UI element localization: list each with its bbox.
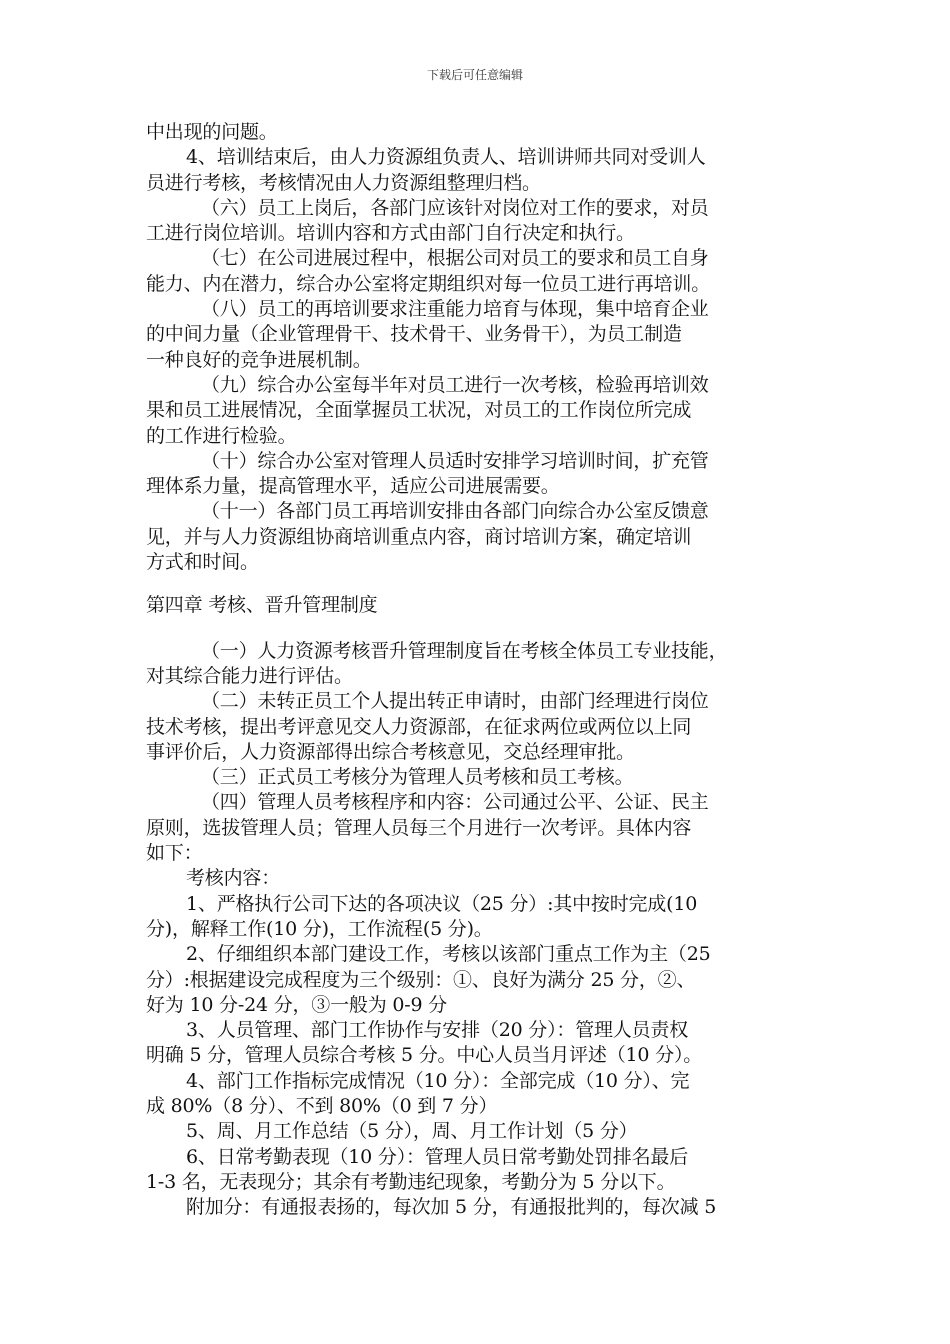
paragraph-line: 事评价后，人力资源部得出综合考核意见，交总经理审批。	[146, 740, 635, 763]
paragraph-line: （一）人力资源考核晋升管理制度旨在考核全体员工专业技能，	[201, 639, 728, 662]
paragraph-line: 工进行岗位培训。培训内容和方式由部门自行决定和执行。	[146, 222, 635, 245]
paragraph-line: （三）正式员工考核分为管理人员考核和员工考核。	[201, 766, 634, 789]
paragraph-line: （九）综合办公室每半年对员工进行一次考核，检验再培训效	[201, 373, 709, 396]
paragraph-line: （十一）各部门员工再培训安排由各部门向综合办公室反馈意	[201, 500, 709, 523]
paragraph-line: 4、部门工作指标完成情况（10 分）：全部完成（10 分）、完	[186, 1069, 690, 1092]
paragraph-line: 1、严格执行公司下达的各项决议（25 分）:其中按时完成(10	[186, 892, 698, 915]
paragraph-line: 见，并与人力资源组协商培训重点内容，商讨培训方案，确定培训	[146, 525, 692, 548]
page-header: 下载后可任意编辑	[426, 68, 523, 82]
paragraph-line: 分)，解释工作(10 分)，工作流程(5 分)。	[146, 917, 493, 940]
paragraph-line: 好为 10 分-24 分，③一般为 0-9 分	[146, 993, 447, 1016]
paragraph-line: 附加分：有通报表扬的，每次加 5 分，有通报批判的，每次减 5	[186, 1196, 717, 1219]
paragraph-line: 技术考核，提出考评意见交人力资源部，在征求两位或两位以上同	[146, 715, 692, 738]
paragraph-line: 5、周、月工作总结（5 分），周、月工作计划（5 分）	[186, 1120, 638, 1143]
paragraph-line: 一种良好的竞争进展机制。	[146, 348, 372, 371]
paragraph-line: 的中间力量（企业管理骨干、技术骨干、业务骨干），为员工制造	[146, 323, 682, 346]
paragraph-line: （二）未转正员工个人提出转正申请时，由部门经理进行岗位	[201, 690, 709, 713]
paragraph-line: （八）员工的再培训要求注重能力培育与体现，集中培育企业	[201, 298, 709, 321]
paragraph-line: 对其综合能力进行评估。	[146, 664, 353, 687]
paragraph-line: 1-3 名，无表现分；其余有考勤违纪现象，考勤分为 5 分以下。	[146, 1170, 676, 1193]
paragraph-line: 理体系力量，提高管理水平，适应公司进展需要。	[146, 475, 560, 498]
paragraph-line: 方式和时间。	[146, 551, 259, 574]
chapter-heading: 第四章 考核、晋升管理制度	[146, 594, 378, 617]
paragraph-line: 的工作进行检验。	[146, 424, 297, 447]
paragraph-line: 中出现的问题。	[146, 121, 278, 143]
paragraph-line: （七）在公司进展过程中，根据公司对员工的要求和员工自身	[201, 247, 709, 270]
paragraph-line: 2、仔细组织本部门建设工作，考核以该部门重点工作为主（25	[186, 943, 711, 966]
paragraph-line: 果和员工进展情况，全面掌握员工状况，对员工的工作岗位所完成	[146, 399, 692, 422]
paragraph-line: 明确 5 分，管理人员综合考核 5 分。中心人员当月评述（10 分）。	[146, 1044, 703, 1067]
paragraph-line: 6、日常考勤表现（10 分）：管理人员日常考勤处罚排名最后	[186, 1145, 689, 1168]
paragraph-line: （十）综合办公室对管理人员适时安排学习培训时间，扩充管	[201, 449, 709, 472]
paragraph-line: 4、培训结束后，由人力资源组负责人、培训讲师共同对受训人	[186, 146, 706, 169]
paragraph-line: 原则，选拔管理人员；管理人员每三个月进行一次考评。具体内容	[146, 816, 692, 839]
document-body	[146, 120, 806, 1220]
paragraph-line: 3、人员管理、部门工作协作与安排（20 分）：管理人员责权	[186, 1019, 689, 1042]
paragraph-line: 员进行考核，考核情况由人力资源组整理归档。	[146, 171, 541, 194]
paragraph-line: 能力、内在潜力，综合办公室将定期组织对每一位员工进行再培训。	[146, 272, 711, 295]
paragraph-line: 考核内容：	[186, 867, 281, 890]
paragraph-line: （六）员工上岗后，各部门应该针对岗位对工作的要求，对员	[201, 196, 709, 219]
paragraph-line: 如下：	[146, 842, 203, 865]
paragraph-line: 分）:根据建设完成程度为三个级别：①、良好为满分 25 分，②、	[146, 968, 696, 991]
paragraph-line: 成 80%（8 分）、不到 80%（0 到 7 分）	[146, 1094, 498, 1117]
paragraph-line: （四）管理人员考核程序和内容：公司通过公平、公证、民主	[201, 791, 709, 814]
